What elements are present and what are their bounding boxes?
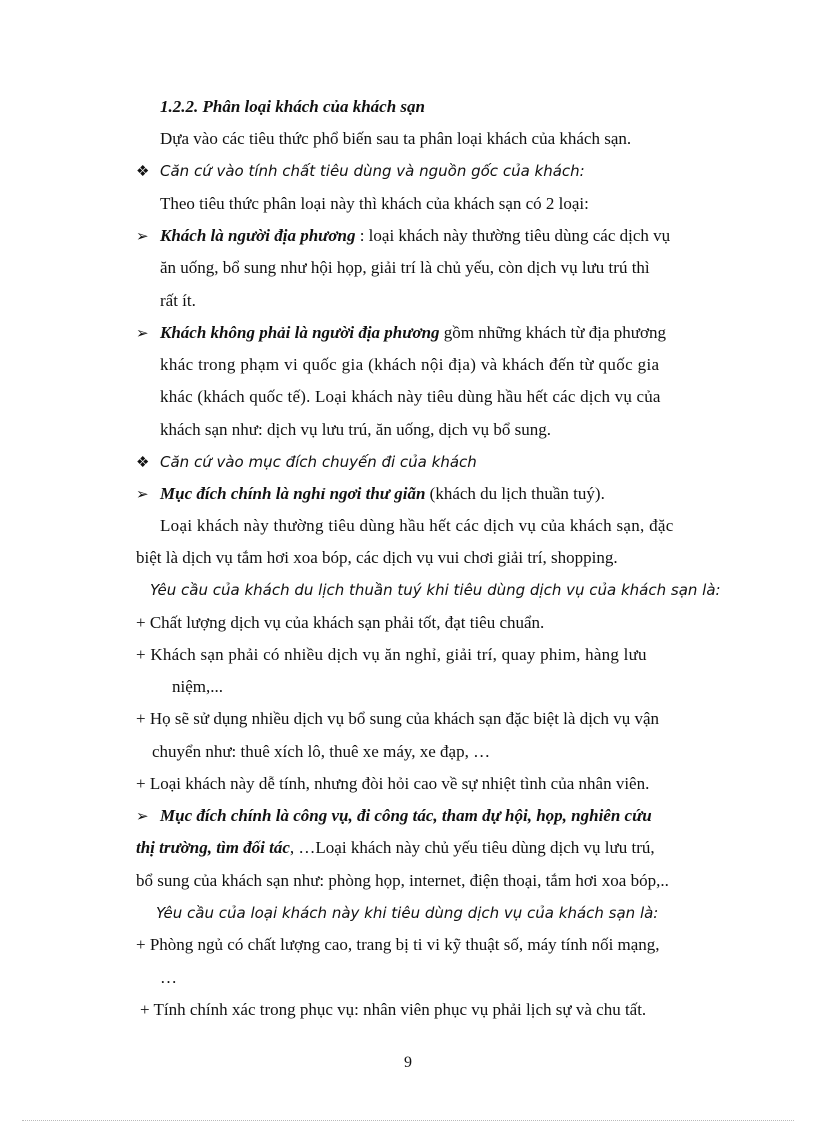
arrow-bullet-icon: ➢ — [136, 487, 149, 503]
criterion-1-text: Căn cứ vào tính chất tiêu dùng và nguồn gốc của khách: — [160, 162, 585, 180]
local-line-2 — [160, 257, 738, 279]
local-line-1 — [136, 225, 670, 247]
business-line-2 — [136, 837, 655, 859]
nonlocal-line-4: khách sạn như: dịch vụ lưu trú, ăn uống, dịch vụ bổ sung. — [160, 420, 551, 439]
business-bold-1: Mục đích chính là công vụ, đi công tác, tham dự hội, họp, nghiên cứu — [160, 806, 652, 825]
page-bottom-border — [22, 1120, 794, 1121]
criterion-1-line — [136, 160, 585, 182]
nonlocal-line-3: khác (khách quốc tế). Loại khách này tiêu dùng hầu hết các dịch vụ của — [160, 387, 661, 406]
local-text-2: ăn uống, bổ sung như hội họp, giải trí là chủ yếu, còn dịch vụ lưu trú thì — [160, 258, 650, 277]
leisure-req-4: + Loại khách này dễ tính, nhưng đòi hỏi cao về sự nhiệt tình của nhân viên. — [136, 774, 650, 793]
page-number: 9 — [404, 1054, 412, 1071]
business-text-2: , …Loại khách này chủ yếu tiêu dùng dịch vụ lưu trú, — [289, 838, 655, 857]
diamond-bullet-icon: ❖ — [136, 164, 150, 180]
nonlocal-line-1 — [136, 322, 666, 344]
local-bold: Khách là người địa phương — [160, 226, 356, 245]
leisure-req-3a: + Họ sẽ sử dụng nhiều dịch vụ bổ sung của khách sạn đặc biệt là dịch vụ vận — [136, 709, 660, 728]
leisure-req-2b: niệm,... — [172, 677, 223, 696]
nonlocal-line-2: khác trong phạm vi quốc gia (khách nội địa) và khách đến từ quốc gia — [160, 355, 660, 374]
business-line-3: bổ sung của khách sạn như: phòng họp, internet, điện thoại, tắm hơi xoa bóp,.. — [136, 871, 669, 890]
local-text-1: : loại khách này thường tiêu dùng các dịch vụ — [359, 226, 671, 245]
business-line-1 — [136, 805, 652, 827]
leisure-line — [136, 483, 605, 505]
business-req-2: + Tính chính xác trong phục vụ: nhân viên phục vụ phải lịch sự và chu tất. — [140, 1000, 647, 1019]
business-bold-2: thị trường, tìm đối tác — [136, 838, 290, 857]
leisure-req-1: + Chất lượng dịch vụ của khách sạn phải tốt, đạt tiêu chuẩn. — [136, 613, 545, 632]
intro-text: Dựa vào các tiêu thức phổ biến sau ta phân loại khách của khách sạn. — [160, 129, 632, 148]
leisure-rest: (khách du lịch thuần tuý). — [429, 484, 605, 503]
leisure-para-1: Loại khách này thường tiêu dùng hầu hết các dịch vụ của khách sạn, đặc — [160, 516, 674, 535]
arrow-bullet-icon: ➢ — [136, 326, 149, 342]
nonlocal-text-1: gồm những khách từ địa phương — [443, 323, 666, 342]
criterion-2-text: Căn cứ vào mục đích chuyến đi của khách — [160, 453, 477, 471]
leisure-bold: Mục đích chính là nghỉ ngơi thư giãn — [160, 484, 426, 503]
section-heading: 1.2.2. Phân loại khách của khách sạn — [160, 97, 425, 116]
criterion-1-intro: Theo tiêu thức phân loại này thì khách của khách sạn có 2 loại: — [160, 194, 589, 213]
local-line-3: rất ít. — [160, 291, 196, 310]
business-req-1a: + Phòng ngủ có chất lượng cao, trang bị ti vi kỹ thuật số, máy tính nối mạng, — [136, 935, 660, 954]
leisure-para-2: biệt là dịch vụ tắm hơi xoa bóp, các dịch vụ vui chơi giải trí, shopping. — [136, 548, 618, 567]
criterion-2-line — [136, 451, 477, 473]
arrow-bullet-icon: ➢ — [136, 809, 149, 825]
arrow-bullet-icon: ➢ — [136, 229, 149, 245]
diamond-bullet-icon: ❖ — [136, 455, 150, 471]
business-req-1b: … — [160, 968, 177, 987]
leisure-req-2a: + Khách sạn phải có nhiều dịch vụ ăn nghỉ, giải trí, quay phim, hàng lưu — [136, 645, 647, 664]
nonlocal-bold: Khách không phải là người địa phương — [160, 323, 440, 342]
leisure-req-3b: chuyển như: thuê xích lô, thuê xe máy, xe đạp, … — [152, 742, 491, 761]
business-req-intro: Yêu cầu của loại khách này khi tiêu dùng dịch vụ của khách sạn là: — [156, 904, 659, 922]
leisure-req-intro: Yêu cầu của khách du lịch thuần tuý khi tiêu dùng dịch vụ của khách sạn là: — [150, 581, 721, 599]
